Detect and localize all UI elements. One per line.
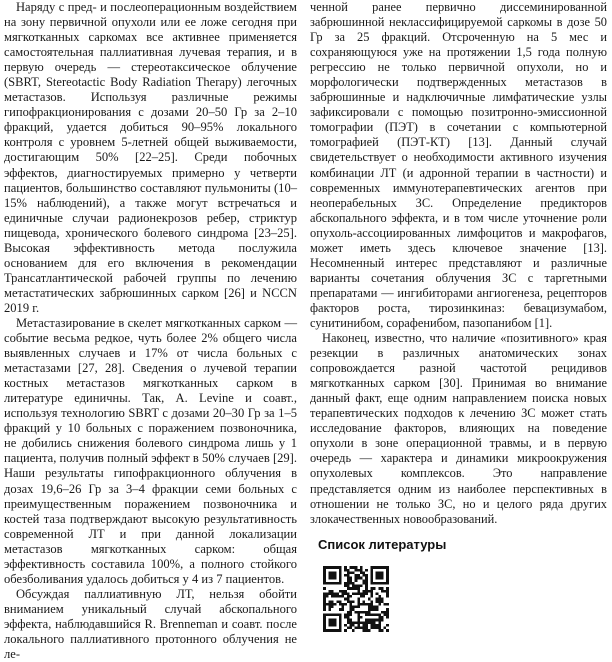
right-column — [310, 0, 607, 637]
paragraph: ченной ранее первично диссеминированной забрюшинной неклассифицируемой саркомы в дозе 50 Гр за 25 фракций. Отсроченную на 5 мес и сохраняющуюся уже на протяжении 1,5 года полную регрессию не только первичной опухоли, но и морфологически подтвержденных метастазов в забрюшинные и надключичные лимфатические узлы зафиксировали с помощью позитронно-эмиссионной томографии (ПЭТ) в сочетании с компьютерной томографией (ПЭТ-КТ) [13]. Данный случай свидетельствует о необходимости активного изучения комбинации ЛТ (и адронной терапии в частности) и современных иммунотерапевтических агентов при неоперабельных ЗС. Определение предикторов абскопального эффекта, и в том числе уточнение роли опухоль-ассоциированных лимфоцитов и макрофагов, может иметь здесь ключевое значение [13]. Несомненный интерес представляют и различные варианты сочетания облучения ЗС с таргетными препаратами — ингибиторами ангиогенеза, рецепторов факторов роста, тирозинкиназ: бевацизумабом, сунитинибом, сорафенибом, пазопанибом [1]. — [310, 0, 607, 330]
paragraph: Наряду с пред- и послеоперационным воздействием на зону первичной опухоли или ее ложе сегодня при мягкотканных саркомах все активнее применяется самостоятельная паллиативная лучевая терапия, и в первую очередь — стереотаксическое облучение (SBRT, Stereotactic Body Radiation Therapy) легочных метастазов. Используя различные режимы гипофракционирования с дозами 20–50 Гр за 2–10 фракций, удается добиться 90–95% локального контроля с уровнем 5-летней общей выживаемости, достигающим 50% [22–25]. Среди побочных эффектов, диагностируемых примерно у четверти пациентов, большинство составляют пульмониты (10–15% наблюдений), а также могут встречаться и единичные случаи радионекрозов ребер, стриктур пищевода, хронического болевого синдрома [23–25]. Высокая эффективность метода послужила основанием для его включения в рекомендации Трансатлантической рабочей группы по лечению метастатических забрюшинных сарком [26] и NCCN 2019 г. — [4, 0, 297, 315]
paragraph: Обсуждая паллиативную ЛТ, нельзя обойти вниманием уникальный случай абскопального эффекта, наблюдавшийся R. Brenneman и соавт. после локального паллиативного протонного облучения не ле- — [4, 586, 297, 662]
references-title: Список литературы — [318, 536, 447, 552]
paragraph: Метастазирование в скелет мягкотканных сарком — событие весьма редкое, чуть более 2% общего числа выявленных случаев и 17% от числа больных с метастазами [27, 28]. Сведения о лучевой терапии костных метастазов мягкотканных сарком в литературе единичны. Так, A. Levine и соавт., используя технологию SBRT с дозами 20–30 Гр за 1–5 фракций у 10 больных с поражением позвоночника, не добились снижения болевого синдрома лишь у 1 пациента, получив полный эффект в 50% случаев [29]. Наши результаты гипофракционного облучения в дозах 19,6–26 Гр за 3–4 фракции семи больных с преимущественным поражением позвоночника и костей таза подтверждают высокую результативность современной ЛТ и при данной локализации метастазов мягкотканных сарком: общая эффективность составила 100%, а полного стойкого обезболивания удалось добиться у 4 из 7 пациентов. — [4, 315, 297, 586]
left-column — [4, 0, 297, 662]
qr-code-icon — [318, 561, 394, 637]
paragraph: Наконец, известно, что наличие «позитивного» края резекции в различных анатомических зонах сопровождается разной частотой рецидивов мягкотканных сарком [30]. Принимая во внимание данный факт, еще одним направлением поиска новых терапевтических подходов к лечению ЗС может стать исследование факторов, влияющих на поведение опухоли в зоне операционной травмы, и в первую очередь — характера и динамики микроокружения опухолевых комплексов. Это направление представляется одним из наиболее перспективных в отношении не только ЗС, но и целого ряда других злокачественных новообразований. — [310, 331, 607, 526]
